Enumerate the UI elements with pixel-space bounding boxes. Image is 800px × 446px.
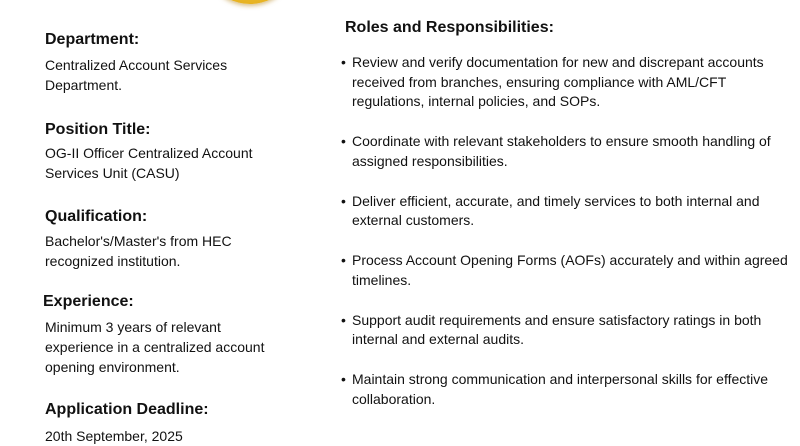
qualification-label: Qualification: bbox=[45, 208, 148, 225]
experience-value-line: Minimum 3 years of relevant bbox=[45, 319, 221, 335]
list-item: • Support audit requirements and ensure satisfactory ratings in both internal and external audits. bbox=[341, 311, 791, 350]
list-item: • Review and verify documentation for new and discrepant accounts received from branches, ensuring compliance with AML/CFT regulations, internal policies, and SOPs. bbox=[341, 53, 791, 112]
position-title-label: Position Title: bbox=[45, 121, 151, 138]
qualification-value-line: Bachelor's/Master's from HEC bbox=[45, 233, 232, 249]
list-item: • Process Account Opening Forms (AOFs) accurately and within agreed timelines. bbox=[341, 251, 791, 290]
list-item: • Deliver efficient, accurate, and timely services to both internal and external customers. bbox=[341, 192, 791, 231]
list-item: • Coordinate with relevant stakeholders to ensure smooth handling of assigned responsibilities. bbox=[341, 132, 791, 171]
experience-label: Experience: bbox=[43, 293, 134, 310]
roles-title: Roles and Responsibilities: bbox=[345, 19, 554, 36]
deadline-value: 20th September, 2025 bbox=[45, 428, 183, 444]
logo-badge bbox=[208, 0, 292, 4]
experience-value-line: experience in a centralized account bbox=[45, 339, 265, 355]
qualification-value-line: recognized institution. bbox=[45, 253, 181, 269]
list-item: • Maintain strong communication and interpersonal skills for effective collaboration. bbox=[341, 370, 791, 409]
experience-value-line: opening environment. bbox=[45, 359, 180, 375]
department-value-line: Centralized Account Services bbox=[45, 57, 228, 73]
deadline-label: Application Deadline: bbox=[45, 401, 209, 418]
position-title-value-line: Services Unit (CASU) bbox=[45, 165, 180, 181]
department-value-line: Department. bbox=[45, 77, 123, 93]
roles-list bbox=[341, 53, 791, 430]
department-label: Department: bbox=[45, 31, 140, 48]
position-title-value-line: OG-II Officer Centralized Account bbox=[45, 145, 253, 161]
